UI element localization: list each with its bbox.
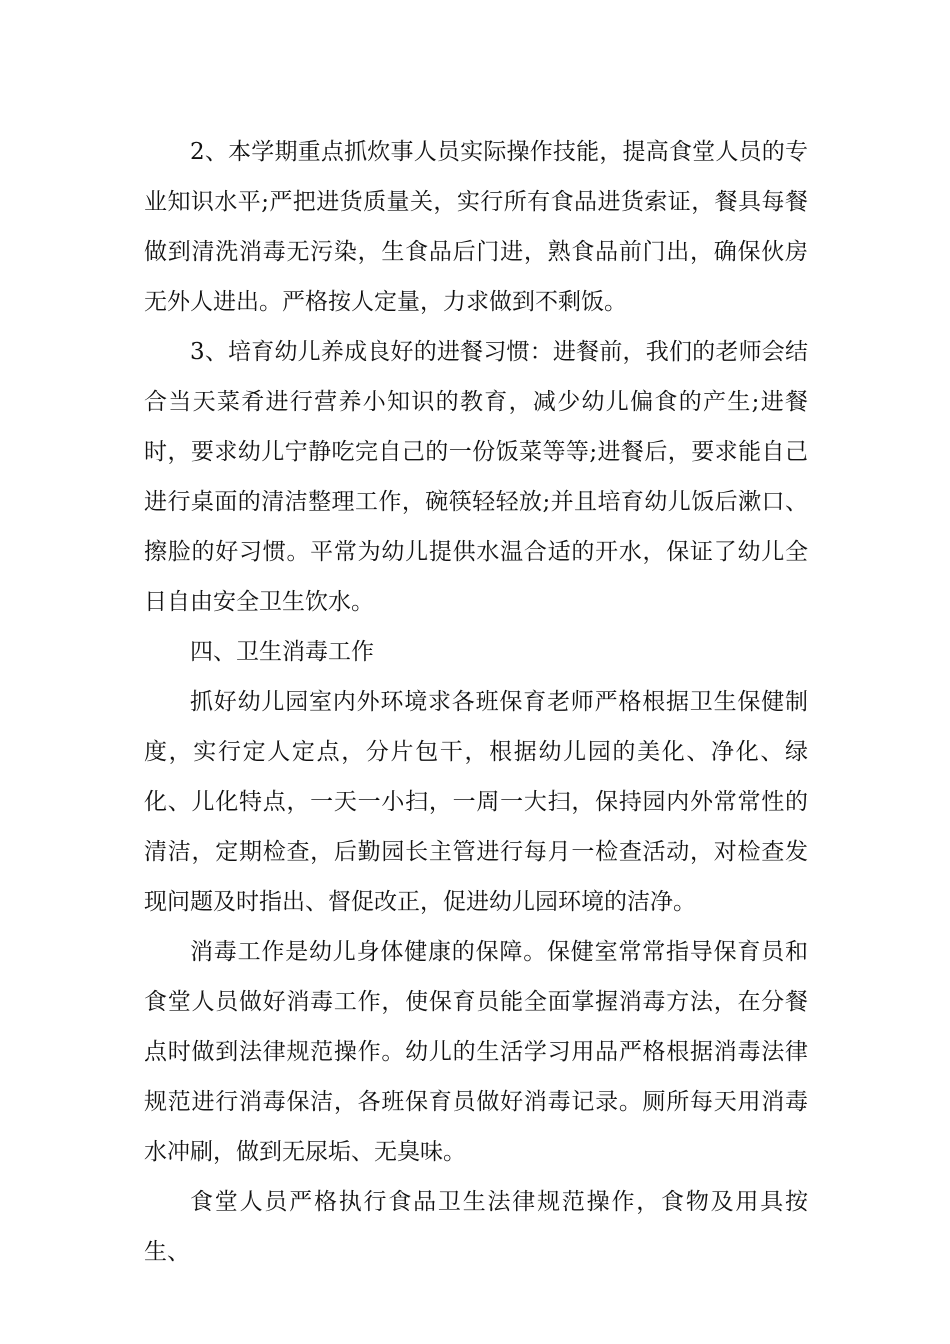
paragraph-eating-habits: 3、培育幼儿养成良好的进餐习惯：进餐前，我们的老师会结合当天菜肴进行营养小知识的教育，减少幼儿偏食的产生;进餐时，要求幼儿宁静吃完自己的一份饭菜等等;进餐后，要求能自己进行桌面的清洁整理工作，碗筷轻轻放;并且培育幼儿饭后漱口、擦脸的好习惯。平常为幼儿提供水温合适的开水，保证了幼儿全日自由安全卫生饮水。	[144, 339, 808, 615]
paragraph-disinfection: 消毒工作是幼儿身体健康的保障。保健室常常指导保育员和食堂人员做好消毒工作，使保育员能全面掌握消毒方法，在分餐点时做到法律规范操作。幼儿的生活学习用品严格根据消毒法律规范进行消毒保洁，各班保育员做好消毒记录。厕所每天用消毒水冲刷，做到无尿垢、无臭味。	[144, 939, 808, 1165]
section-heading-hygiene-disinfection: 四、卫生消毒工作	[190, 639, 374, 665]
document-body	[144, 127, 808, 1277]
paragraph-kitchen-skills: 2、本学期重点抓炊事人员实际操作技能，提高食堂人员的专业知识水平;严把进货质量关，实行所有食品进货索证，餐具每餐做到清洗消毒无污染，生食品后门进，熟食品前门出，确保伙房无外人进出。严格按人定量，力求做到不剩饭。	[144, 139, 808, 315]
paragraph-environment: 抓好幼儿园室内外环境求各班保育老师严格根据卫生保健制度，实行定人定点，分片包干，根据幼儿园的美化、净化、绿化、儿化特点，一天一小扫，一周一大扫，保持园内外常常性的清洁，定期检查，后勤园长主管进行每月一检查活动，对检查发现问题及时指出、督促改正，促进幼儿园环境的洁净。	[144, 689, 808, 915]
paragraph-canteen-staff: 食堂人员严格执行食品卫生法律规范操作，食物及用具按生、	[144, 1189, 808, 1265]
